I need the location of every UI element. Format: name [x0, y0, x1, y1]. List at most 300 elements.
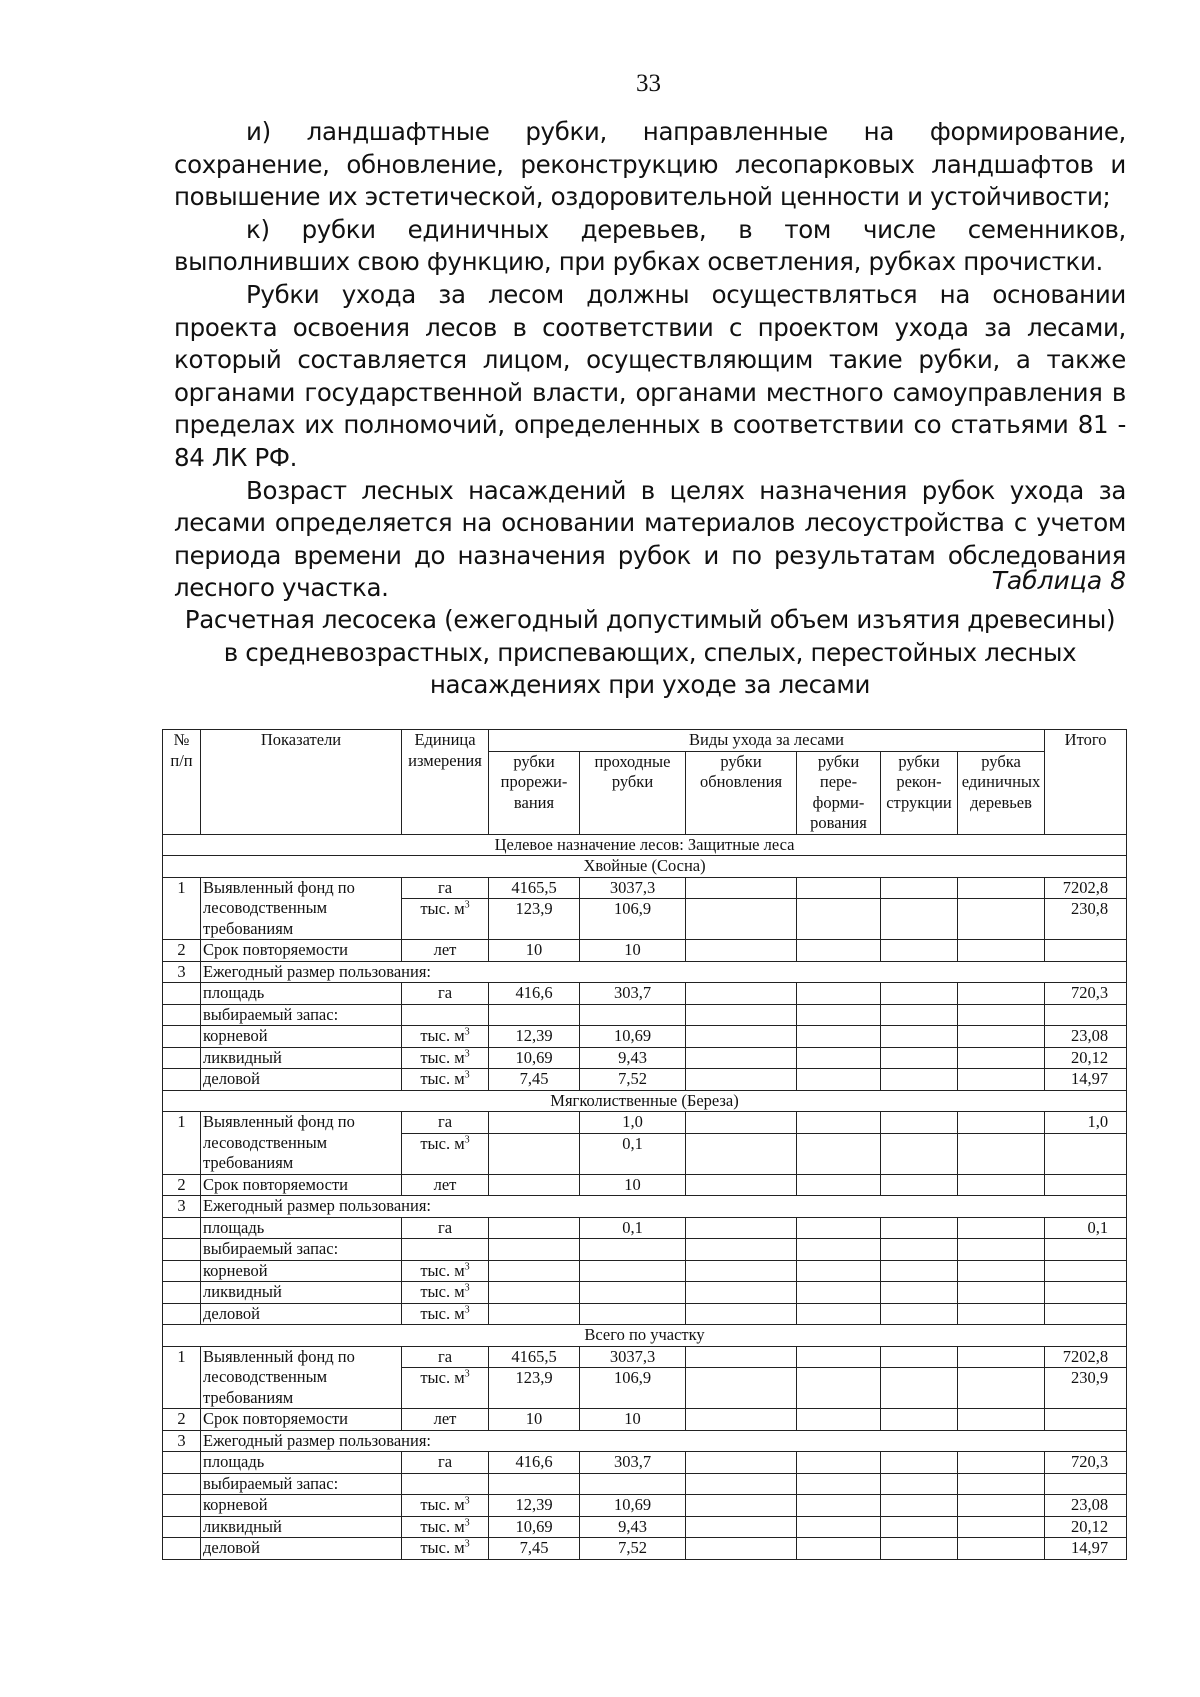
unit-text: лет	[433, 940, 457, 959]
row-number	[163, 1217, 201, 1239]
table-row	[163, 1196, 1127, 1218]
unit-text: тыс. м	[420, 1303, 465, 1323]
value-total	[1045, 1473, 1127, 1495]
empty-cell	[797, 1346, 881, 1368]
row-number	[163, 1004, 201, 1026]
unit-cell	[402, 899, 489, 940]
unit-cell	[402, 1495, 489, 1517]
empty-cell	[797, 1217, 881, 1239]
table-row	[163, 1430, 1127, 1452]
body-text	[174, 116, 1126, 605]
table-row	[163, 1495, 1127, 1517]
empty-cell	[686, 1217, 797, 1239]
value-total	[1045, 1174, 1127, 1196]
table-row	[163, 877, 1127, 899]
superscript-3: 3	[464, 1495, 470, 1507]
paragraph-landscape-cuttings: и) ландшафтные рубки, направленные на формирование, сохранение, обновление, реконструкцию лесопарковых ландшафтов и повышение их эстетической, оздоровительной ценности и устойчивости;	[174, 117, 1126, 212]
value-total: 23,08	[1045, 1495, 1127, 1517]
table-title	[174, 604, 1126, 702]
empty-cell	[881, 1303, 958, 1325]
empty-cell	[958, 1047, 1045, 1069]
unit-cell	[402, 1026, 489, 1048]
value-total: 1,0	[1045, 1112, 1127, 1134]
empty-cell	[797, 1047, 881, 1069]
unit-cell	[402, 1133, 489, 1174]
unit-cell	[402, 877, 489, 899]
unit-text: тыс. м	[420, 1495, 465, 1514]
empty-cell	[797, 983, 881, 1005]
value-thinning	[489, 1260, 580, 1282]
superscript-3: 3	[464, 1517, 470, 1528]
value-thinning: 7,45	[489, 1069, 580, 1091]
unit-cell	[402, 1282, 489, 1304]
table-row	[163, 1538, 1127, 1560]
row-number: 2	[163, 1409, 201, 1431]
row-number	[163, 1516, 201, 1538]
row-label: Срок повторяемости	[201, 1174, 402, 1196]
row-number: 3	[163, 1430, 201, 1452]
value-total: 720,3	[1045, 983, 1127, 1005]
section-title-row	[163, 1090, 1127, 1112]
empty-cell	[797, 1303, 881, 1325]
table-row	[163, 1409, 1127, 1431]
value-thinning: 4165,5	[489, 1346, 580, 1368]
empty-cell	[686, 1174, 797, 1196]
unit-text: га	[437, 1452, 453, 1471]
empty-cell	[958, 1217, 1045, 1239]
section-title: Хвойные (Сосна)	[163, 856, 1127, 878]
value-passing: 0,1	[580, 1133, 686, 1174]
value-total: 0,1	[1045, 1217, 1127, 1239]
table-row	[163, 983, 1127, 1005]
empty-cell	[797, 1282, 881, 1304]
row-label: ликвидный	[201, 1282, 402, 1304]
table-row	[163, 1047, 1127, 1069]
empty-cell	[489, 1473, 580, 1495]
unit-text: тыс. м	[420, 899, 465, 919]
unit-cell	[402, 1260, 489, 1282]
empty-cell	[881, 1495, 958, 1517]
row-label: деловой	[201, 1069, 402, 1091]
unit-cell	[402, 1069, 489, 1091]
empty-cell	[686, 1346, 797, 1368]
row-label: Выявленный фонд по лесоводственным требованиям	[201, 1346, 402, 1409]
value-thinning: 416,6	[489, 983, 580, 1005]
header-indicator: Показатели	[201, 730, 402, 835]
value-passing: 3037,3	[580, 1346, 686, 1368]
row-number: 3	[163, 1196, 201, 1218]
paragraph-single-trees: к) рубки единичных деревьев, в том числе семенников, выполнивших свою функцию, при рубках осветления, рубках прочистки.	[174, 214, 1126, 277]
unit-text: тыс. м	[420, 1069, 465, 1088]
empty-cell	[881, 1133, 958, 1174]
unit-cell	[402, 1516, 489, 1538]
row-label: деловой	[201, 1303, 402, 1325]
empty-cell	[686, 1069, 797, 1091]
empty-cell	[958, 1495, 1045, 1517]
unit-cell	[402, 1174, 489, 1196]
superscript-3: 3	[464, 1282, 470, 1294]
unit-cell	[402, 1217, 489, 1239]
unit-text: лет	[433, 1409, 457, 1428]
value-total	[1045, 1409, 1127, 1431]
empty-cell	[686, 1047, 797, 1069]
empty-cell	[881, 1112, 958, 1134]
empty-cell	[958, 1069, 1045, 1091]
empty-cell	[686, 1368, 797, 1409]
row-number	[163, 983, 201, 1005]
value-thinning	[489, 1282, 580, 1304]
empty-cell	[686, 1303, 797, 1325]
empty-cell	[958, 1026, 1045, 1048]
unit-cell	[402, 1112, 489, 1134]
empty-cell	[686, 899, 797, 940]
value-thinning: 10,69	[489, 1516, 580, 1538]
paragraph-age-determination: Возраст лесных насаждений в целях назначения рубок ухода за лесами определяется на основании материалов лесоустройства с учетом периода времени до назначения рубок и по результатам обследования лесного участка.	[174, 475, 1126, 603]
unit-text: тыс. м	[420, 1538, 465, 1557]
empty-cell	[958, 1473, 1045, 1495]
empty-cell	[958, 1133, 1045, 1174]
empty-cell	[686, 1495, 797, 1517]
value-total: 230,9	[1045, 1368, 1127, 1409]
row-label: Выявленный фонд по лесоводственным требованиям	[201, 1112, 402, 1175]
superscript-3: 3	[464, 1261, 470, 1272]
row-label: корневой	[201, 1026, 402, 1048]
empty-cell	[797, 877, 881, 899]
row-label: Срок повторяемости	[201, 940, 402, 962]
section-title-row	[163, 1325, 1127, 1347]
row-number: 3	[163, 961, 201, 983]
row-label: площадь	[201, 983, 402, 1005]
value-thinning: 12,39	[489, 1026, 580, 1048]
table-row	[163, 1260, 1127, 1282]
empty-cell	[881, 1516, 958, 1538]
value-total	[1045, 1303, 1127, 1325]
value-passing: 1,0	[580, 1112, 686, 1134]
row-number	[163, 1282, 201, 1304]
table-row	[163, 1282, 1127, 1304]
header-thinning: рубки прореживания	[489, 751, 580, 834]
table-header-row	[163, 730, 1127, 752]
row-label: Срок повторяемости	[201, 1409, 402, 1431]
value-passing: 9,43	[580, 1516, 686, 1538]
empty-cell	[797, 1516, 881, 1538]
empty-cell	[958, 1368, 1045, 1409]
value-thinning	[489, 1217, 580, 1239]
empty-cell	[797, 1004, 881, 1026]
value-passing: 10,69	[580, 1495, 686, 1517]
empty-cell	[489, 1004, 580, 1026]
value-total: 720,3	[1045, 1452, 1127, 1474]
unit-text: га	[437, 1346, 453, 1366]
row-label: выбираемый запас:	[201, 1239, 402, 1261]
empty-cell	[686, 1452, 797, 1474]
unit-cell	[402, 1346, 489, 1368]
unit-text: га	[437, 1217, 453, 1237]
empty-cell	[881, 1260, 958, 1282]
row-label: Ежегодный размер пользования:	[201, 961, 1127, 983]
section-title: Всего по участку	[163, 1325, 1127, 1347]
table-title-line: в средневозрастных, приспевающих, спелых, перестойных лесных	[223, 637, 1077, 667]
empty-cell	[958, 1516, 1045, 1538]
empty-cell	[797, 1409, 881, 1431]
value-passing: 7,52	[580, 1069, 686, 1091]
empty-cell	[881, 1217, 958, 1239]
value-thinning: 123,9	[489, 1368, 580, 1409]
header-single-trees: рубка единичных деревьев	[958, 751, 1045, 834]
row-number: 2	[163, 1174, 201, 1196]
header-total: Итого	[1045, 730, 1127, 835]
table-row	[163, 1239, 1127, 1261]
unit-cell	[402, 1538, 489, 1560]
unit-text: тыс. м	[420, 1368, 465, 1388]
empty-cell	[686, 983, 797, 1005]
row-label: площадь	[201, 1217, 402, 1239]
row-label: Ежегодный размер пользования:	[201, 1430, 1127, 1452]
row-number	[163, 1047, 201, 1069]
superscript-3: 3	[464, 1069, 470, 1081]
empty-cell	[881, 1538, 958, 1560]
superscript-3: 3	[464, 1304, 470, 1315]
empty-cell	[958, 1260, 1045, 1282]
empty-cell	[797, 1069, 881, 1091]
empty-cell	[958, 1409, 1045, 1431]
value-total: 7202,8	[1045, 877, 1127, 899]
table-row	[163, 1174, 1127, 1196]
unit-text: лет	[433, 1174, 457, 1194]
empty-cell	[686, 1239, 797, 1261]
unit-text: тыс. м	[420, 1516, 465, 1536]
row-number: 1	[163, 877, 201, 940]
value-total	[1045, 940, 1127, 962]
value-total	[1045, 1133, 1127, 1174]
value-passing: 7,52	[580, 1538, 686, 1560]
header-care-types: Виды ухода за лесами	[489, 730, 1045, 752]
value-thinning	[489, 1133, 580, 1174]
empty-cell	[402, 1004, 489, 1026]
row-number	[163, 1239, 201, 1261]
value-thinning: 123,9	[489, 899, 580, 940]
header-unit: Единица измерения	[402, 730, 489, 835]
empty-cell	[686, 1538, 797, 1560]
value-passing: 0,1	[580, 1217, 686, 1239]
empty-cell	[881, 1004, 958, 1026]
empty-cell	[797, 899, 881, 940]
row-number	[163, 1452, 201, 1474]
empty-cell	[402, 1239, 489, 1261]
empty-cell	[881, 940, 958, 962]
unit-text: тыс. м	[420, 1282, 465, 1301]
row-number: 2	[163, 940, 201, 962]
empty-cell	[958, 899, 1045, 940]
value-total	[1045, 1239, 1127, 1261]
value-thinning: 10,69	[489, 1047, 580, 1069]
superscript-3: 3	[464, 899, 470, 911]
value-passing: 3037,3	[580, 877, 686, 899]
value-thinning	[489, 1303, 580, 1325]
value-total: 20,12	[1045, 1516, 1127, 1538]
empty-cell	[686, 1112, 797, 1134]
superscript-3: 3	[464, 1538, 470, 1550]
row-label: ликвидный	[201, 1516, 402, 1538]
empty-cell	[958, 1538, 1045, 1560]
unit-cell	[402, 983, 489, 1005]
empty-cell	[881, 1473, 958, 1495]
unit-text: тыс. м	[420, 1026, 465, 1045]
table-row	[163, 1004, 1127, 1026]
value-thinning: 10	[489, 940, 580, 962]
empty-cell	[797, 1133, 881, 1174]
table-label: Таблица 8	[991, 566, 1126, 595]
table-row	[163, 1452, 1127, 1474]
value-passing: 10	[580, 940, 686, 962]
row-number	[163, 1303, 201, 1325]
row-label: корневой	[201, 1495, 402, 1517]
empty-cell	[686, 877, 797, 899]
empty-cell	[686, 1260, 797, 1282]
row-number: 1	[163, 1346, 201, 1409]
row-label: ликвидный	[201, 1047, 402, 1069]
header-passing: проходные рубки	[580, 751, 686, 834]
empty-cell	[881, 1368, 958, 1409]
empty-cell	[881, 1026, 958, 1048]
value-total: 7202,8	[1045, 1346, 1127, 1368]
table-row	[163, 1473, 1127, 1495]
empty-cell	[686, 1473, 797, 1495]
row-label: выбираемый запас:	[201, 1004, 402, 1026]
value-total: 230,8	[1045, 899, 1127, 940]
unit-cell	[402, 1303, 489, 1325]
unit-cell	[402, 940, 489, 962]
unit-cell	[402, 1452, 489, 1474]
empty-cell	[797, 1239, 881, 1261]
empty-cell	[797, 1495, 881, 1517]
empty-cell	[797, 940, 881, 962]
empty-cell	[686, 1516, 797, 1538]
empty-cell	[958, 1004, 1045, 1026]
empty-cell	[580, 1473, 686, 1495]
empty-cell	[686, 1026, 797, 1048]
unit-cell	[402, 1409, 489, 1431]
empty-cell	[686, 1409, 797, 1431]
value-passing: 106,9	[580, 1368, 686, 1409]
paragraph-project-basis: Рубки ухода за лесом должны осуществляться на основании проекта освоения лесов в соответствии с проектом ухода за лесами, который составляется лицом, осуществляющим такие рубки, а также органами государственной власти, органами местного самоуправления в пределах их полномочий, определенных в соответствии со статьями 81 - 84 ЛК РФ.	[174, 279, 1126, 472]
row-label: Выявленный фонд по лесоводственным требованиям	[201, 877, 402, 940]
empty-cell	[958, 1174, 1045, 1196]
header-reconstruction: рубки реконструкции	[881, 751, 958, 834]
value-passing	[580, 1303, 686, 1325]
table-row	[163, 1112, 1127, 1134]
empty-cell	[958, 1112, 1045, 1134]
value-total	[1045, 1004, 1127, 1026]
empty-cell	[958, 940, 1045, 962]
unit-text: тыс. м	[420, 1133, 465, 1153]
value-passing	[580, 1282, 686, 1304]
table-row	[163, 961, 1127, 983]
unit-text: га	[437, 1112, 453, 1131]
empty-cell	[881, 877, 958, 899]
empty-cell	[580, 1004, 686, 1026]
table-row	[163, 1303, 1127, 1325]
table-row	[163, 940, 1127, 962]
section-title: Мягколиственные (Береза)	[163, 1090, 1127, 1112]
empty-cell	[958, 1282, 1045, 1304]
allowable-cut-table	[162, 729, 1127, 1560]
empty-cell	[797, 1452, 881, 1474]
row-label: выбираемый запас:	[201, 1473, 402, 1495]
value-thinning	[489, 1174, 580, 1196]
table-row	[163, 1026, 1127, 1048]
row-number	[163, 1495, 201, 1517]
empty-cell	[489, 1239, 580, 1261]
empty-cell	[881, 983, 958, 1005]
row-number	[163, 1473, 201, 1495]
empty-cell	[797, 1112, 881, 1134]
value-passing: 9,43	[580, 1047, 686, 1069]
unit-text: га	[437, 877, 453, 897]
empty-cell	[881, 1047, 958, 1069]
row-number	[163, 1069, 201, 1091]
row-label: корневой	[201, 1260, 402, 1282]
row-number: 1	[163, 1112, 201, 1175]
value-total: 14,97	[1045, 1538, 1127, 1560]
empty-cell	[881, 1452, 958, 1474]
empty-cell	[686, 1282, 797, 1304]
empty-cell	[881, 899, 958, 940]
value-passing: 106,9	[580, 899, 686, 940]
value-thinning: 4165,5	[489, 877, 580, 899]
row-label: Ежегодный размер пользования:	[201, 1196, 1127, 1218]
unit-cell	[402, 1368, 489, 1409]
value-total	[1045, 1260, 1127, 1282]
empty-cell	[958, 1452, 1045, 1474]
purpose-row	[163, 834, 1127, 856]
unit-text: тыс. м	[420, 1260, 465, 1280]
value-passing	[580, 1260, 686, 1282]
empty-cell	[881, 1282, 958, 1304]
table-row	[163, 1516, 1127, 1538]
empty-cell	[686, 1133, 797, 1174]
empty-cell	[881, 1069, 958, 1091]
superscript-3: 3	[464, 1026, 470, 1038]
header-num: № п/п	[163, 730, 201, 835]
section-title-row	[163, 856, 1127, 878]
empty-cell	[686, 940, 797, 962]
value-thinning	[489, 1112, 580, 1134]
empty-cell	[797, 1538, 881, 1560]
value-passing: 10	[580, 1409, 686, 1431]
empty-cell	[402, 1473, 489, 1495]
empty-cell	[958, 1346, 1045, 1368]
value-total: 20,12	[1045, 1047, 1127, 1069]
empty-cell	[958, 1303, 1045, 1325]
table-title-line: Расчетная лесосека (ежегодный допустимый объем изъятия древесины)	[184, 605, 1116, 634]
empty-cell	[881, 1346, 958, 1368]
value-thinning: 10	[489, 1409, 580, 1431]
value-thinning: 7,45	[489, 1538, 580, 1560]
value-passing: 10	[580, 1174, 686, 1196]
empty-cell	[797, 1026, 881, 1048]
empty-cell	[958, 1239, 1045, 1261]
purpose-cell: Целевое назначение лесов: Защитные леса	[163, 834, 1127, 856]
value-total: 23,08	[1045, 1026, 1127, 1048]
page-number: 33	[636, 70, 661, 97]
table-title-line: насаждениях при уходе за лесами	[429, 670, 871, 699]
header-renewal: рубки обновления	[686, 751, 797, 834]
value-total: 14,97	[1045, 1069, 1127, 1091]
row-number	[163, 1538, 201, 1560]
table-row	[163, 1217, 1127, 1239]
unit-text: тыс. м	[420, 1047, 465, 1067]
